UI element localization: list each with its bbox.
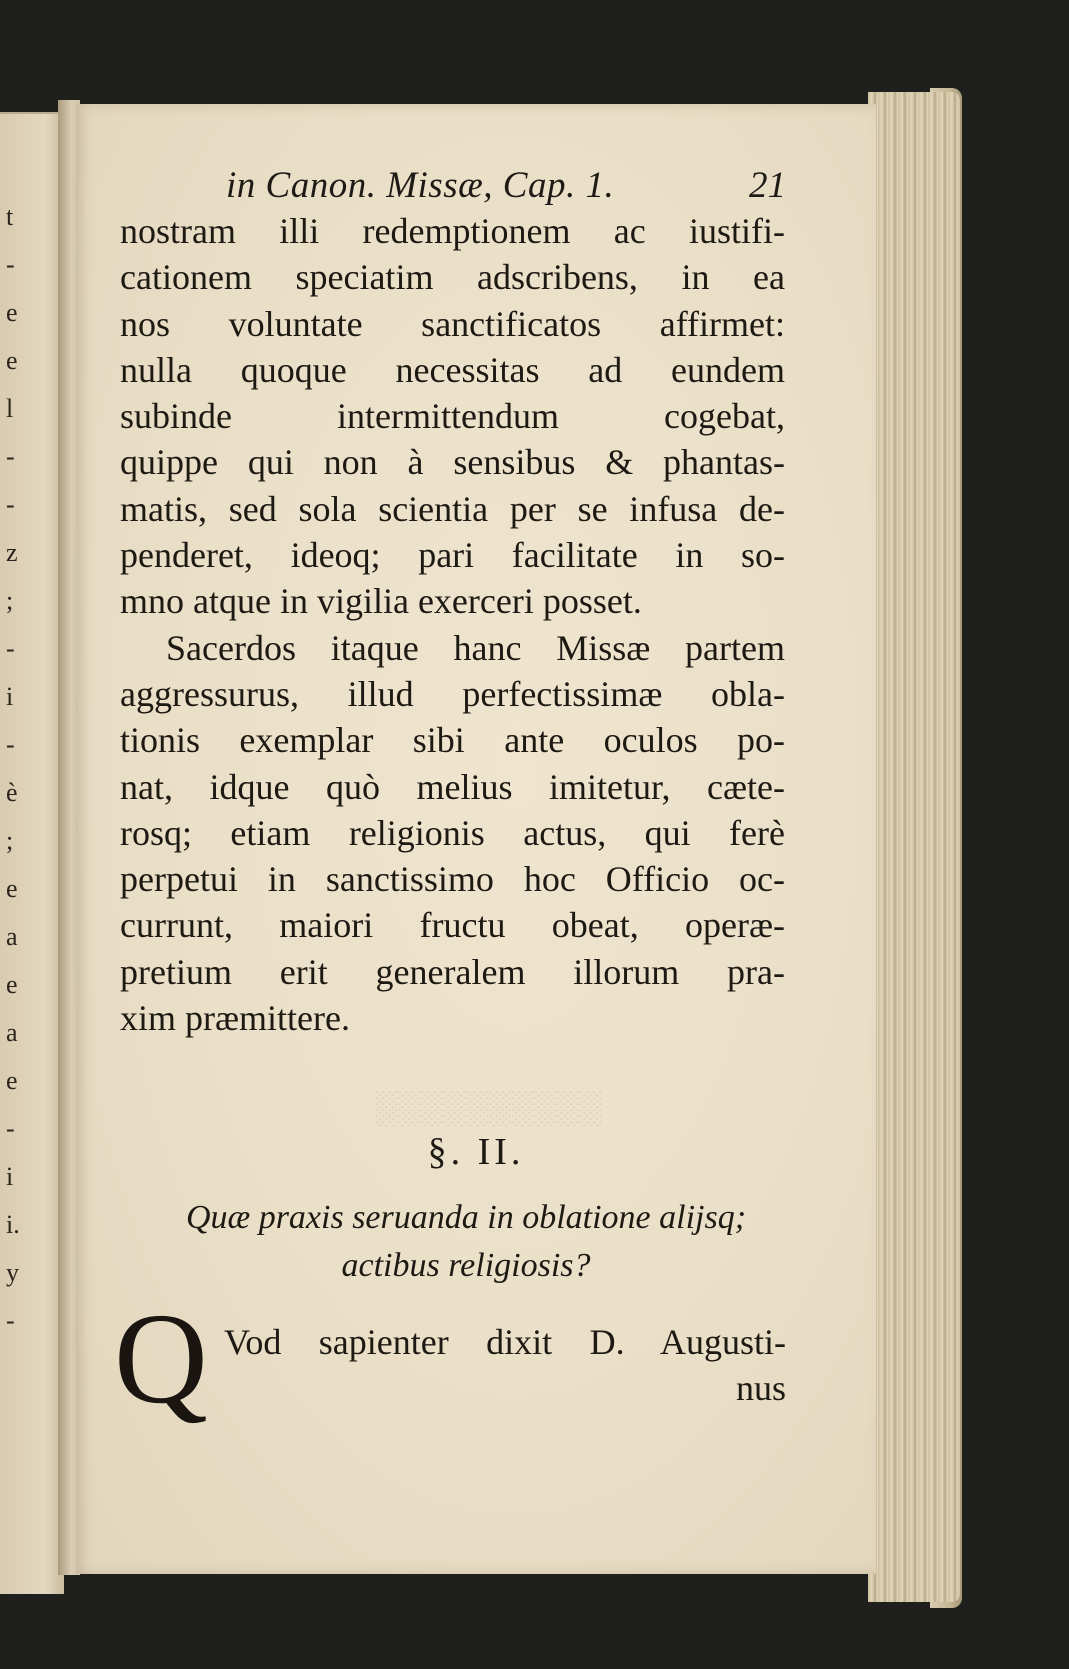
- text-line: tionis exemplar sibi ante oculos po-: [120, 720, 785, 761]
- page-stack-edges: [868, 92, 960, 1602]
- text-line: subinde intermittendum cogebat,: [120, 396, 785, 437]
- left-page-fragment: -: [6, 1306, 15, 1335]
- left-page-fragment: e: [6, 874, 18, 903]
- heading-line: Quæ praxis seruanda in oblatione alijsq;: [185, 1199, 747, 1236]
- left-page-fragment: -: [6, 730, 15, 759]
- left-page-fragment: l: [6, 394, 14, 423]
- left-page-fragment: i: [6, 1162, 14, 1191]
- left-page-fragment: y: [6, 1258, 19, 1287]
- text-line: nos voluntate sanctificatos affirmet:: [120, 303, 785, 344]
- opening-paragraph: [224, 1319, 786, 1411]
- drop-cap-initial: Q: [114, 1287, 208, 1431]
- left-page-fragment: i: [6, 682, 14, 711]
- page-number: 21: [749, 165, 786, 206]
- text-line: Sacerdos itaque hanc Missæ partem: [166, 627, 785, 668]
- text-line: xim præmittere.: [120, 998, 350, 1039]
- left-page-fragment: a: [6, 922, 18, 951]
- text-line: mno atque in vigilia exerceri posset.: [120, 581, 642, 622]
- text-line: nostram illi redemptionem ac iustifi-: [120, 211, 785, 251]
- left-page-fragment: e: [6, 298, 18, 327]
- text-line: Vod sapienter dixit D. Augusti-: [224, 1322, 786, 1362]
- left-page-fragment: -: [6, 442, 15, 471]
- left-page-fragment: ;: [6, 826, 14, 855]
- left-page-fragment: e: [6, 346, 18, 375]
- left-page-fragment: è: [6, 778, 18, 807]
- text-line: perpetui in sanctissimo hoc Officio oc-: [120, 859, 785, 900]
- text-line: matis, sed sola scientia per se infusa de-: [120, 488, 785, 529]
- left-page-edge: [0, 112, 64, 1594]
- left-page-fragment: -: [6, 1114, 15, 1143]
- text-line: rosq; etiam religionis actus, qui ferè: [120, 812, 785, 853]
- text-line: pretium erit generalem illorum pra-: [120, 951, 785, 992]
- left-page-fragment: a: [6, 1018, 18, 1047]
- left-page-fragment: -: [6, 250, 15, 279]
- text-line: penderet, ideoq; pari facilitate in so-: [120, 535, 785, 576]
- left-page-fragment: ;: [6, 586, 14, 615]
- text-line: aggressurus, illud perfectissimæ obla-: [120, 673, 785, 714]
- book-page: [76, 104, 876, 1574]
- text-line: nat, idque quò melius imitetur, cæte-: [120, 766, 785, 807]
- section-number: §. II.: [427, 1131, 525, 1173]
- text-line: nulla quoque necessitas ad eundem: [120, 349, 785, 390]
- body-paragraph: [120, 208, 785, 1041]
- running-head-title: in Canon. Missæ, Cap. 1.: [226, 165, 615, 206]
- left-page-fragment: -: [6, 634, 15, 663]
- left-page-fragment: i.: [6, 1210, 20, 1239]
- left-page-fragment: t: [6, 202, 14, 231]
- section-heading: [136, 1194, 796, 1290]
- text-line: nus: [735, 1368, 786, 1408]
- left-page-fragment: z: [6, 538, 18, 567]
- left-page-fragment: -: [6, 490, 15, 519]
- left-page-fragment: e: [6, 970, 18, 999]
- text-line: quippe qui non à sensibus & phantas-: [120, 442, 785, 483]
- running-head: [226, 164, 786, 210]
- show-through-text: ░░░░░░░░░░: [376, 1089, 603, 1125]
- left-page-fragment: e: [6, 1066, 18, 1095]
- heading-line: actibus religiosis?: [341, 1247, 591, 1284]
- text-line: cationem speciatim adscribens, in ea: [120, 257, 785, 298]
- text-line: currunt, maiori fructu obeat, operæ-: [120, 905, 785, 946]
